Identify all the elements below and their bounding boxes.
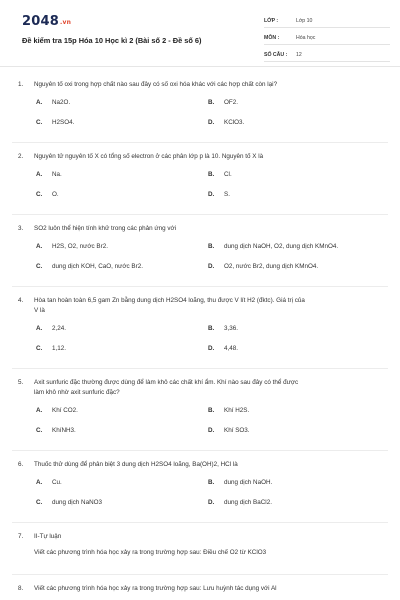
question-text [18,584,382,594]
option-a[interactable] [18,98,190,108]
option-a[interactable] [18,324,190,334]
question-text-continued: V là [34,307,45,314]
option-a[interactable] [18,478,190,488]
meta-label: MÔN : [264,34,280,41]
options [18,324,382,364]
meta-row-count [264,48,390,62]
option-row [18,324,382,344]
question-text [18,296,382,306]
question-divider [12,450,388,451]
option-row [18,344,382,364]
option-row [18,170,382,190]
option-letter: D. [208,345,215,352]
option-text: O2, nước Br2, dung dịch KMnO4. [224,263,319,270]
option-row [18,98,382,118]
option-letter: C. [36,263,43,270]
question-stem: Axit sunfuric đặc thường được dùng để làm khô các chất khí ẩm. Khí nào sau đây có thể được [34,379,299,386]
option-letter: C. [36,427,43,434]
option-row [18,426,382,446]
question-text [18,378,382,388]
logo-text: 2048 [22,14,59,29]
option-letter: A. [36,407,43,414]
option-text: dung dịch NaOH, O2, dung dịch KMnO4. [224,243,339,250]
option-letter: A. [36,325,43,332]
exam-header [12,0,388,62]
option-c[interactable] [18,344,190,354]
option-row [18,406,382,426]
option-b[interactable] [190,478,362,488]
question-divider [12,368,388,369]
options [18,170,382,210]
option-text: dung dịch BaCl2. [224,499,272,506]
question-number: 8. [18,585,24,592]
question-stem: Nguyên tử nguyên tố X có tổng số electron ở các phân lớp p là 10. Nguyên tố X là [34,153,264,160]
option-text: Khí H2S. [224,407,250,414]
option-text: dung dịch NaNO3 [52,499,103,506]
question-2 [18,152,382,210]
options [18,242,382,282]
meta-value: Lớp 10 [296,17,313,24]
question-1 [18,80,382,138]
option-c[interactable] [18,262,190,272]
option-letter: A. [36,479,43,486]
option-text: 1,12. [52,345,67,352]
option-d[interactable] [190,190,362,200]
question-4 [18,296,382,364]
option-c[interactable] [18,498,190,508]
question-number: 2. [18,153,24,160]
option-row [18,118,382,138]
question-number: 7. [18,533,24,540]
question-8 [18,584,382,594]
option-letter: B. [208,171,215,178]
option-row [18,498,382,518]
option-letter: D. [208,191,215,198]
options [18,98,382,138]
option-letter: B. [208,325,215,332]
question-stem: Viết các phương trình hóa học xảy ra trong trường hợp sau: Lưu huỳnh tác dụng với Al [34,585,277,592]
question-text [18,152,382,162]
option-text: Khí CO2. [52,407,78,414]
option-letter: B. [208,479,215,486]
meta-value: 12 [296,51,302,58]
option-b[interactable] [190,98,362,108]
option-text: Khí SO3. [224,427,250,434]
option-text: dung dịch KOH, CaO, nước Br2. [52,263,143,270]
option-c[interactable] [18,426,190,436]
options [18,406,382,446]
section-heading: II-Tự luận [34,533,62,540]
option-d[interactable] [190,262,362,272]
option-letter: B. [208,243,215,250]
option-letter: B. [208,99,215,106]
option-letter: A. [36,243,43,250]
option-letter: D. [208,427,215,434]
option-text: S. [224,191,230,198]
question-7 [18,532,382,558]
option-b[interactable] [190,170,362,180]
option-b[interactable] [190,242,362,252]
question-3 [18,224,382,282]
question-stem: Nguyên tố oxi trong hợp chất nào sau đây có số oxi hóa khác với các hợp chất còn lại? [34,81,278,88]
option-text: Cu. [52,479,62,486]
question-number: 6. [18,461,24,468]
exam-meta [264,14,390,65]
question-5 [18,378,382,446]
question-text [18,460,382,470]
option-text: Na. [52,171,62,178]
header-divider [0,66,400,67]
question-stem: Hòa tan hoàn toàn 6,5 gam Zn bằng dung dịch H2SO4 loãng, thu được V lít H2 (đktc). Giá trị của [34,297,305,304]
option-text: O. [52,191,59,198]
meta-row-subject [264,31,390,45]
option-text: KhíNH3. [52,427,76,434]
option-text: 2,24. [52,325,67,332]
option-letter: A. [36,171,43,178]
option-letter: D. [208,499,215,506]
logo-suffix: .vn [59,19,72,26]
option-b[interactable] [190,406,362,416]
option-text: OF2. [224,99,238,106]
option-text: H2S, O2, nước Br2. [52,243,108,250]
question-stem: Viết các phương trình hóa học xảy ra trong trường hợp sau: Điều chế O2 từ KClO3 [34,549,267,556]
question-text [18,224,382,234]
question-number: 4. [18,297,24,304]
exam-title: Đề kiểm tra 15p Hóa 10 Học kì 2 (Bài số 2 - Đề số 6) [22,36,202,45]
option-c[interactable] [18,190,190,200]
option-letter: C. [36,119,43,126]
option-letter: B. [208,407,215,414]
option-letter: D. [208,263,215,270]
option-letter: C. [36,191,43,198]
question-number: 5. [18,379,24,386]
option-d[interactable] [190,426,362,436]
meta-value: Hóa học [296,34,316,41]
options [18,478,382,518]
option-row [18,262,382,282]
option-text: KClO3. [224,119,245,126]
question-number: 3. [18,225,24,232]
meta-row-class [264,14,390,28]
question-number: 1. [18,81,24,88]
question-divider [12,142,388,143]
question-divider [12,522,388,523]
option-d[interactable] [190,118,362,128]
question-text-continued: làm khô nhờ axit sunfuric đặc? [34,389,120,396]
option-a[interactable] [18,406,190,416]
option-text: dung dịch NaOH. [224,479,273,486]
option-d[interactable] [190,498,362,508]
option-c[interactable] [18,118,190,128]
option-letter: C. [36,499,43,506]
meta-label: SỐ CÂU : [264,51,288,58]
question-divider [12,574,388,575]
question-divider [12,214,388,215]
question-6 [18,460,382,518]
option-d[interactable] [190,344,362,354]
option-a[interactable] [18,170,190,180]
question-text [18,532,382,542]
question-divider [12,286,388,287]
option-letter: C. [36,345,43,352]
site-logo[interactable] [22,14,71,29]
question-stem: SO2 luôn thể hiện tính khử trong các phản ứng với [34,225,177,232]
option-row [18,478,382,498]
option-letter: A. [36,99,43,106]
option-text: 3,36. [224,325,239,332]
option-a[interactable] [18,242,190,252]
option-text: Na2O. [52,99,71,106]
question-stem: Thuốc thử dùng để phân biệt 3 dung dịch H2SO4 loãng, Ba(OH)2, HCl là [34,461,238,468]
question-text [18,80,382,90]
option-text: 4,48. [224,345,239,352]
option-text: H2SO4. [52,119,75,126]
option-text: Cl. [224,171,232,178]
option-row [18,242,382,262]
meta-label: LỚP : [264,17,279,24]
option-b[interactable] [190,324,362,334]
option-row [18,190,382,210]
option-letter: D. [208,119,215,126]
